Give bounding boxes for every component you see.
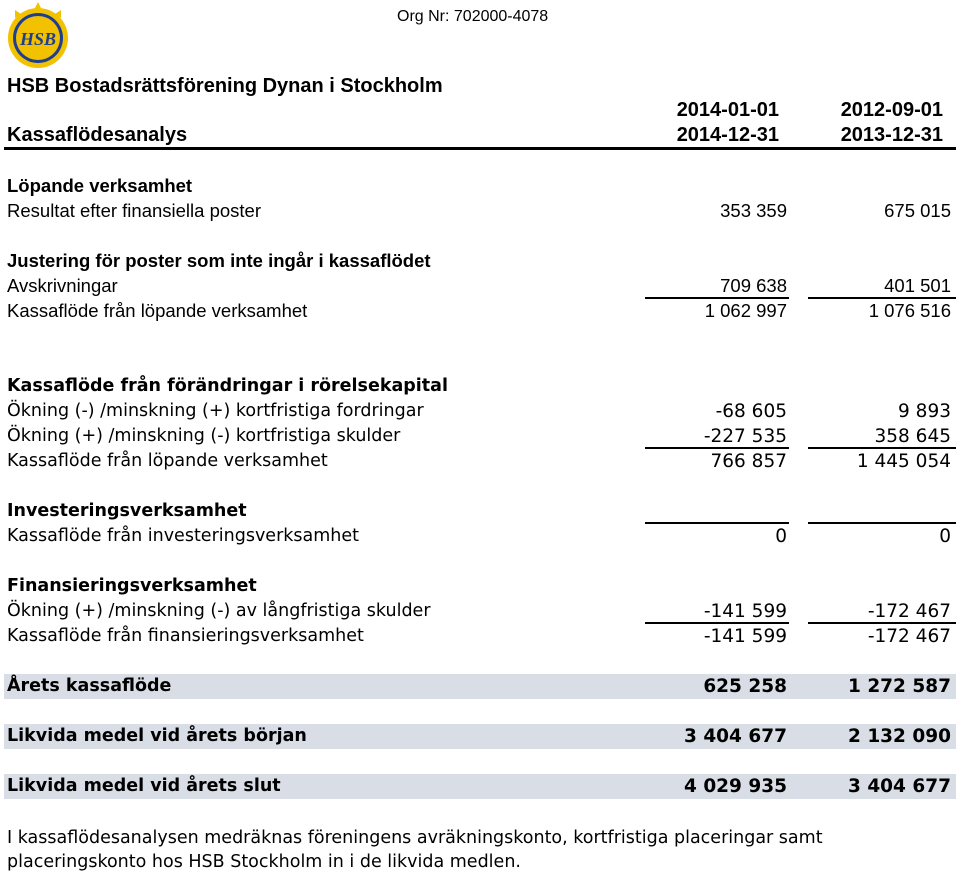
langfristiga-value-1: -141 599 <box>703 601 787 622</box>
justering-heading: Justering för poster som inte ingår i kassaflödet <box>7 250 431 271</box>
finans-total-value-2: -172 467 <box>867 626 951 647</box>
underline <box>808 622 956 624</box>
fordringar-label: Ökning (-) /minskning (+) kortfristiga fordringar <box>7 401 424 421</box>
avskrivningar-value-1: 709 638 <box>720 275 787 296</box>
section-heading-finans: Finansieringsverksamhet <box>7 576 257 596</box>
invest-total-value-2: 0 <box>939 526 951 547</box>
resultat-label: Resultat efter finansiella poster <box>7 200 261 221</box>
likvida-slut-value-2: 3 404 677 <box>848 776 951 797</box>
lopande-total-value-2: 1 076 516 <box>868 300 951 321</box>
underline <box>808 297 956 299</box>
skulder-label: Ökning (+) /minskning (-) kortfristiga skulder <box>7 426 401 446</box>
section-heading-rorelse: Kassaflöde från förändringar i rörelsekapital <box>7 376 448 396</box>
avskrivningar-value-2: 401 501 <box>884 275 951 296</box>
rorelse-total-label: Kassaflöde från löpande verksamhet <box>7 451 328 471</box>
fordringar-value-1: -68 605 <box>715 401 787 422</box>
underline <box>645 447 789 449</box>
likvida-borjan-value-2: 2 132 090 <box>848 726 951 747</box>
page-title: Kassaflödesanalys <box>7 124 188 146</box>
fordringar-value-2: 9 893 <box>898 401 951 422</box>
period1-start: 2014-01-01 <box>676 99 779 121</box>
skulder-value-2: 358 645 <box>874 426 951 447</box>
likvida-slut-value-1: 4 029 935 <box>684 776 787 797</box>
arets-kassaflode-label: Årets kassaflöde <box>7 676 172 696</box>
invest-total-value-1: 0 <box>775 526 787 547</box>
likvida-borjan-label: Likvida medel vid årets början <box>7 726 307 746</box>
period2-start: 2012-09-01 <box>840 99 943 121</box>
period2-end: 2013-12-31 <box>840 124 943 146</box>
rorelse-total-value-1: 766 857 <box>710 451 787 472</box>
finans-total-label: Kassaflöde från finansieringsverksamhet <box>7 626 364 646</box>
likvida-borjan-value-1: 3 404 677 <box>684 726 787 747</box>
header-rule <box>4 147 956 150</box>
association-name: HSB Bostadsrättsförening Dynan i Stockholm <box>7 75 443 97</box>
arets-kassaflode-value-2: 1 272 587 <box>848 676 951 697</box>
lopande-total-value-1: 1 062 997 <box>704 300 787 321</box>
svg-text:HSB: HSB <box>19 29 57 49</box>
org-number: Org Nr: 702000-4078 <box>397 8 549 25</box>
underline <box>645 522 789 524</box>
underline <box>808 522 956 524</box>
avskrivningar-label: Avskrivningar <box>7 275 118 296</box>
period1-end: 2014-12-31 <box>676 124 779 146</box>
hsb-logo <box>3 2 73 70</box>
resultat-value-1: 353 359 <box>720 200 787 221</box>
underline <box>645 297 789 299</box>
lopande-total-label: Kassaflöde från löpande verksamhet <box>7 300 308 321</box>
section-heading-lopande: Löpande verksamhet <box>7 175 193 196</box>
langfristiga-value-2: -172 467 <box>867 601 951 622</box>
underline <box>645 622 789 624</box>
underline <box>808 447 956 449</box>
footnote: I kassaflödesanalysen medräknas föreningens avräkningskonto, kortfristiga placeringar samt placeringskonto hos HSB Stockholm in i de likvida medlen. <box>7 828 823 872</box>
section-heading-invest: Investeringsverksamhet <box>7 501 247 521</box>
skulder-value-1: -227 535 <box>703 426 787 447</box>
resultat-value-2: 675 015 <box>884 200 951 221</box>
invest-total-label: Kassaflöde från investeringsverksamhet <box>7 526 360 546</box>
langfristiga-label: Ökning (+) /minskning (-) av långfristiga skulder <box>7 601 431 621</box>
likvida-slut-label: Likvida medel vid årets slut <box>7 776 281 796</box>
rorelse-total-value-2: 1 445 054 <box>856 451 951 472</box>
arets-kassaflode-value-1: 625 258 <box>703 676 787 697</box>
finans-total-value-1: -141 599 <box>703 626 787 647</box>
